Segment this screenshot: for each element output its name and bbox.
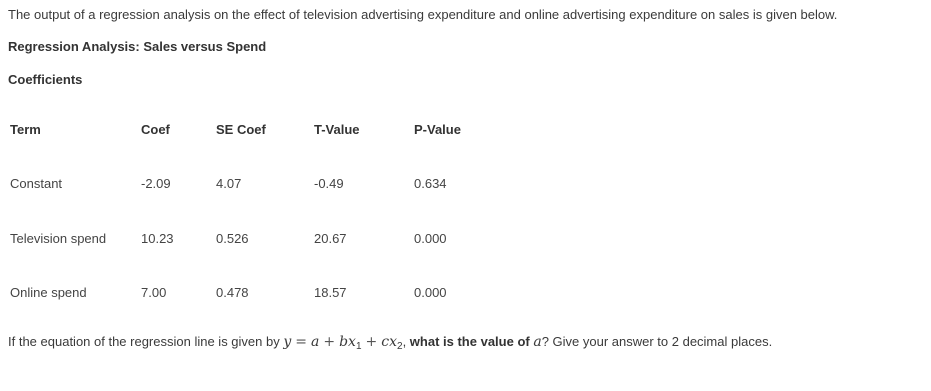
cell-t-value: 20.67 — [314, 231, 347, 246]
equation-a: a — [311, 334, 320, 350]
cell-term: Constant — [10, 176, 63, 191]
analysis-heading: Regression Analysis: Sales versus Spend — [8, 39, 267, 54]
header-se-coef: SE Coef — [216, 122, 266, 137]
coefficients-heading: Coefficients — [8, 72, 83, 87]
cell-term: Online spend — [10, 285, 87, 300]
cell-p-value: 0.000 — [414, 285, 447, 300]
equation-bx: bx — [339, 334, 356, 350]
cell-se-coef: 0.526 — [216, 231, 249, 246]
equation-y: y — [283, 334, 292, 350]
equation-cx: cx — [381, 334, 397, 350]
equation-plus-1: + — [323, 334, 336, 350]
intro-text: The output of a regression analysis on the effect of television advertising expenditure and online advertising expenditure on sales is given below. — [8, 7, 838, 22]
question-tail: ? Give your answer to 2 decimal places. — [541, 334, 773, 349]
header-t-value: T-Value — [314, 122, 360, 137]
cell-t-value: 18.57 — [314, 285, 347, 300]
question-text — [8, 334, 772, 350]
cell-se-coef: 4.07 — [216, 176, 242, 191]
cell-t-value: -0.49 — [314, 176, 344, 191]
equation-plus-2: + — [365, 334, 378, 350]
question-comma: , — [402, 334, 410, 349]
equation-equals: = — [295, 334, 307, 350]
header-p-value: P-Value — [414, 122, 461, 137]
cell-coef: 7.00 — [141, 285, 167, 300]
cell-se-coef: 0.478 — [216, 285, 249, 300]
equation-sub-2: 2 — [397, 341, 403, 352]
question-lead: If the equation of the regression line is given by — [8, 334, 284, 349]
question-bold: what is the value of — [409, 334, 534, 349]
cell-coef: -2.09 — [141, 176, 171, 191]
cell-p-value: 0.000 — [414, 231, 447, 246]
cell-coef: 10.23 — [141, 231, 174, 246]
header-term: Term — [10, 122, 41, 137]
equation-sub-1: 1 — [355, 341, 362, 352]
question-variable: a — [533, 334, 542, 350]
cell-term: Television spend — [10, 231, 107, 246]
header-coef: Coef — [141, 122, 170, 137]
cell-p-value: 0.634 — [414, 176, 447, 191]
